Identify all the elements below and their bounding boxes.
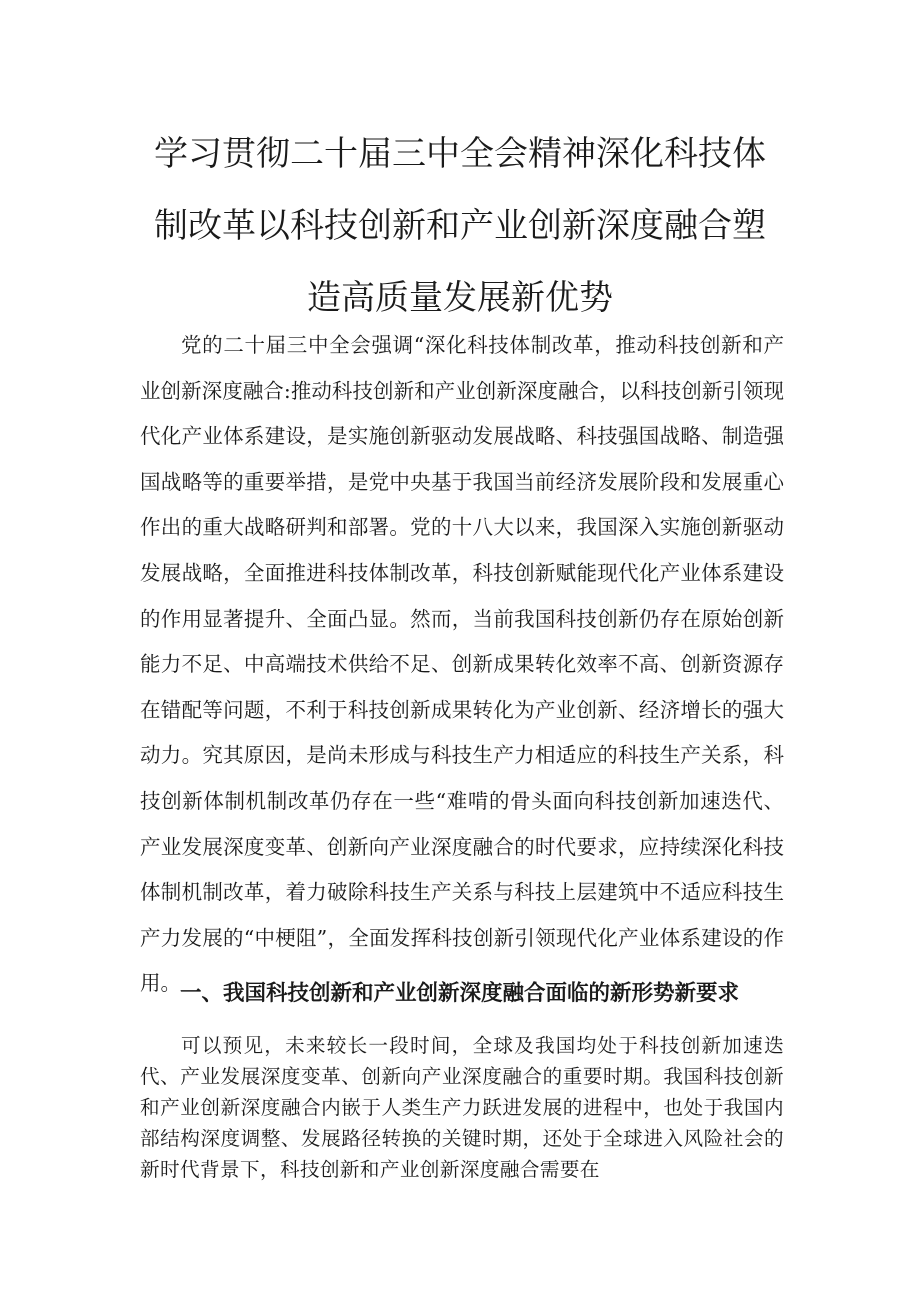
body-paragraph-2: 可以预见，未来较长一段时间，全球及我国均处于科技创新加速迭代、产业发展深度变革、创新向产业深度融合的重要时期。我国科技创新和产业创新深度融合内嵌于人类生产力跃进发展的进程中，也处于我国内部结构深度调整、发展路径转换的关键时期，还处于全球进入风险社会的新时代背景下，科技创新和产业创新深度融合需要在 <box>140 1034 784 1181</box>
title-line-2: 制改革以科技创新和产业创新深度融合塑 <box>154 206 766 246</box>
section-heading: 一、我国科技创新和产业创新深度融合面临的新形势新要求 <box>180 981 740 1006</box>
body-paragraph-1: 党的二十届三中全会强调“深化科技体制改革，推动科技创新和产业创新深度融合:推动科技创新和产业创新深度融合，以科技创新引领现代化产业体系建设，是实施创新驱动发展战略、科技强国战略、制造强国战略等的重要举措，是党中央基于我国当前经济发展阶段和发展重心作出的重大战略研判和部署。党的十八大以来，我国深入实施创新驱动发展战略，全面推进科技体制改革，科技创新赋能现代化产业体系建设的作用显著提升、全面凸显。然而，当前我国科技创新仍存在原始创新能力不足、中高端技术供给不足、创新成果转化效率不高、创新资源存在错配等问题，不利于科技创新成果转化为产业创新、经济增长的强大动力。究其原因，是尚未形成与科技生产力相适应的科技生产关系，科技创新体制机制改革仍存在一些“难啃的骨头面向科技创新加速迭代、产业发展深度变革、创新向产业深度融合的时代要求，应持续深化科技体制机制改革，着力破除科技生产关系与科技上层建筑中不适应科技生产力发展的“中梗阻”，全面发挥科技创新引领现代化产业体系建设的作用。 <box>140 333 784 996</box>
title-line-1: 学习贯彻二十届三中全会精神深化科技体 <box>154 134 766 174</box>
document-title <box>140 118 780 334</box>
title-line-3: 造高质量发展新优势 <box>307 278 613 318</box>
